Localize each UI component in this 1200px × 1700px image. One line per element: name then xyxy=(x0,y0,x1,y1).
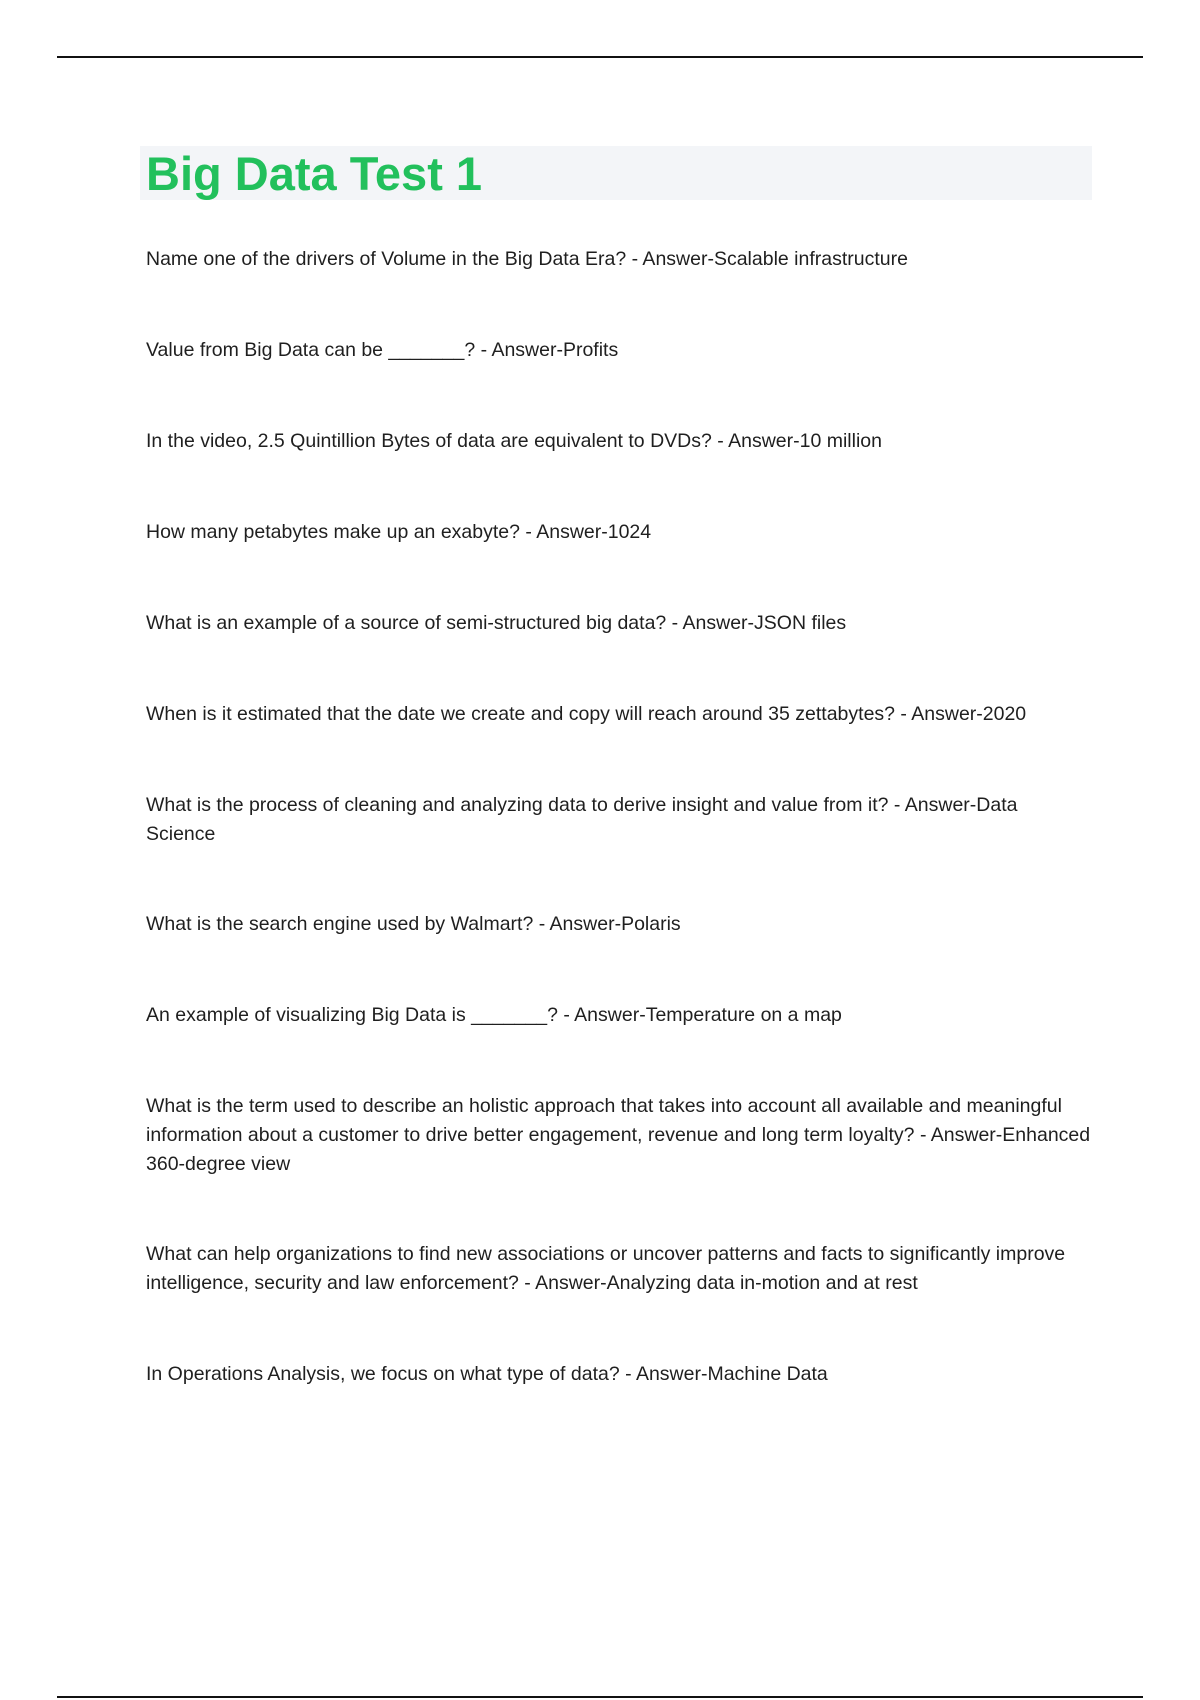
header-rule xyxy=(57,56,1143,58)
qa-item-11: What can help organizations to find new associations or uncover patterns and facts to significantly improve intelligence, security and law enforcement? - Answer-Analyzing data in-motion and at rest xyxy=(146,1243,1066,1294)
document-title: Big Data Test 1 xyxy=(146,147,483,200)
qa-item-12: In Operations Analysis, we focus on what type of data? - Answer-Machine Data xyxy=(146,1363,828,1385)
qa-item-3: In the video, 2.5 Quintillion Bytes of data are equivalent to DVDs? - Answer-10 million xyxy=(146,430,882,452)
footer-rule xyxy=(57,1696,1143,1698)
qa-item-6: When is it estimated that the date we create and copy will reach around 35 zettabytes? - Answer-2020 xyxy=(146,703,1027,725)
qa-item-10: What is the term used to describe an holistic approach that takes into account all available and meaningful information about a customer to drive better engagement, revenue and long term loyalty? - Answer-Enhanced 360-degree view xyxy=(146,1095,1091,1175)
qa-item-4: How many petabytes make up an exabyte? - Answer-1024 xyxy=(146,521,652,543)
qa-item-5: What is an example of a source of semi-structured big data? - Answer-JSON files xyxy=(146,612,847,634)
qa-item-7: What is the process of cleaning and analyzing data to derive insight and value from it? - Answer-Data Science xyxy=(146,794,1018,845)
qa-item-2: Value from Big Data can be _______? - Answer-Profits xyxy=(146,339,619,361)
qa-item-8: What is the search engine used by Walmart? - Answer-Polaris xyxy=(146,913,681,935)
qa-item-1: Name one of the drivers of Volume in the Big Data Era? - Answer-Scalable infrastructure xyxy=(146,248,908,270)
qa-item-9: An example of visualizing Big Data is _______? - Answer-Temperature on a map xyxy=(146,1004,842,1026)
